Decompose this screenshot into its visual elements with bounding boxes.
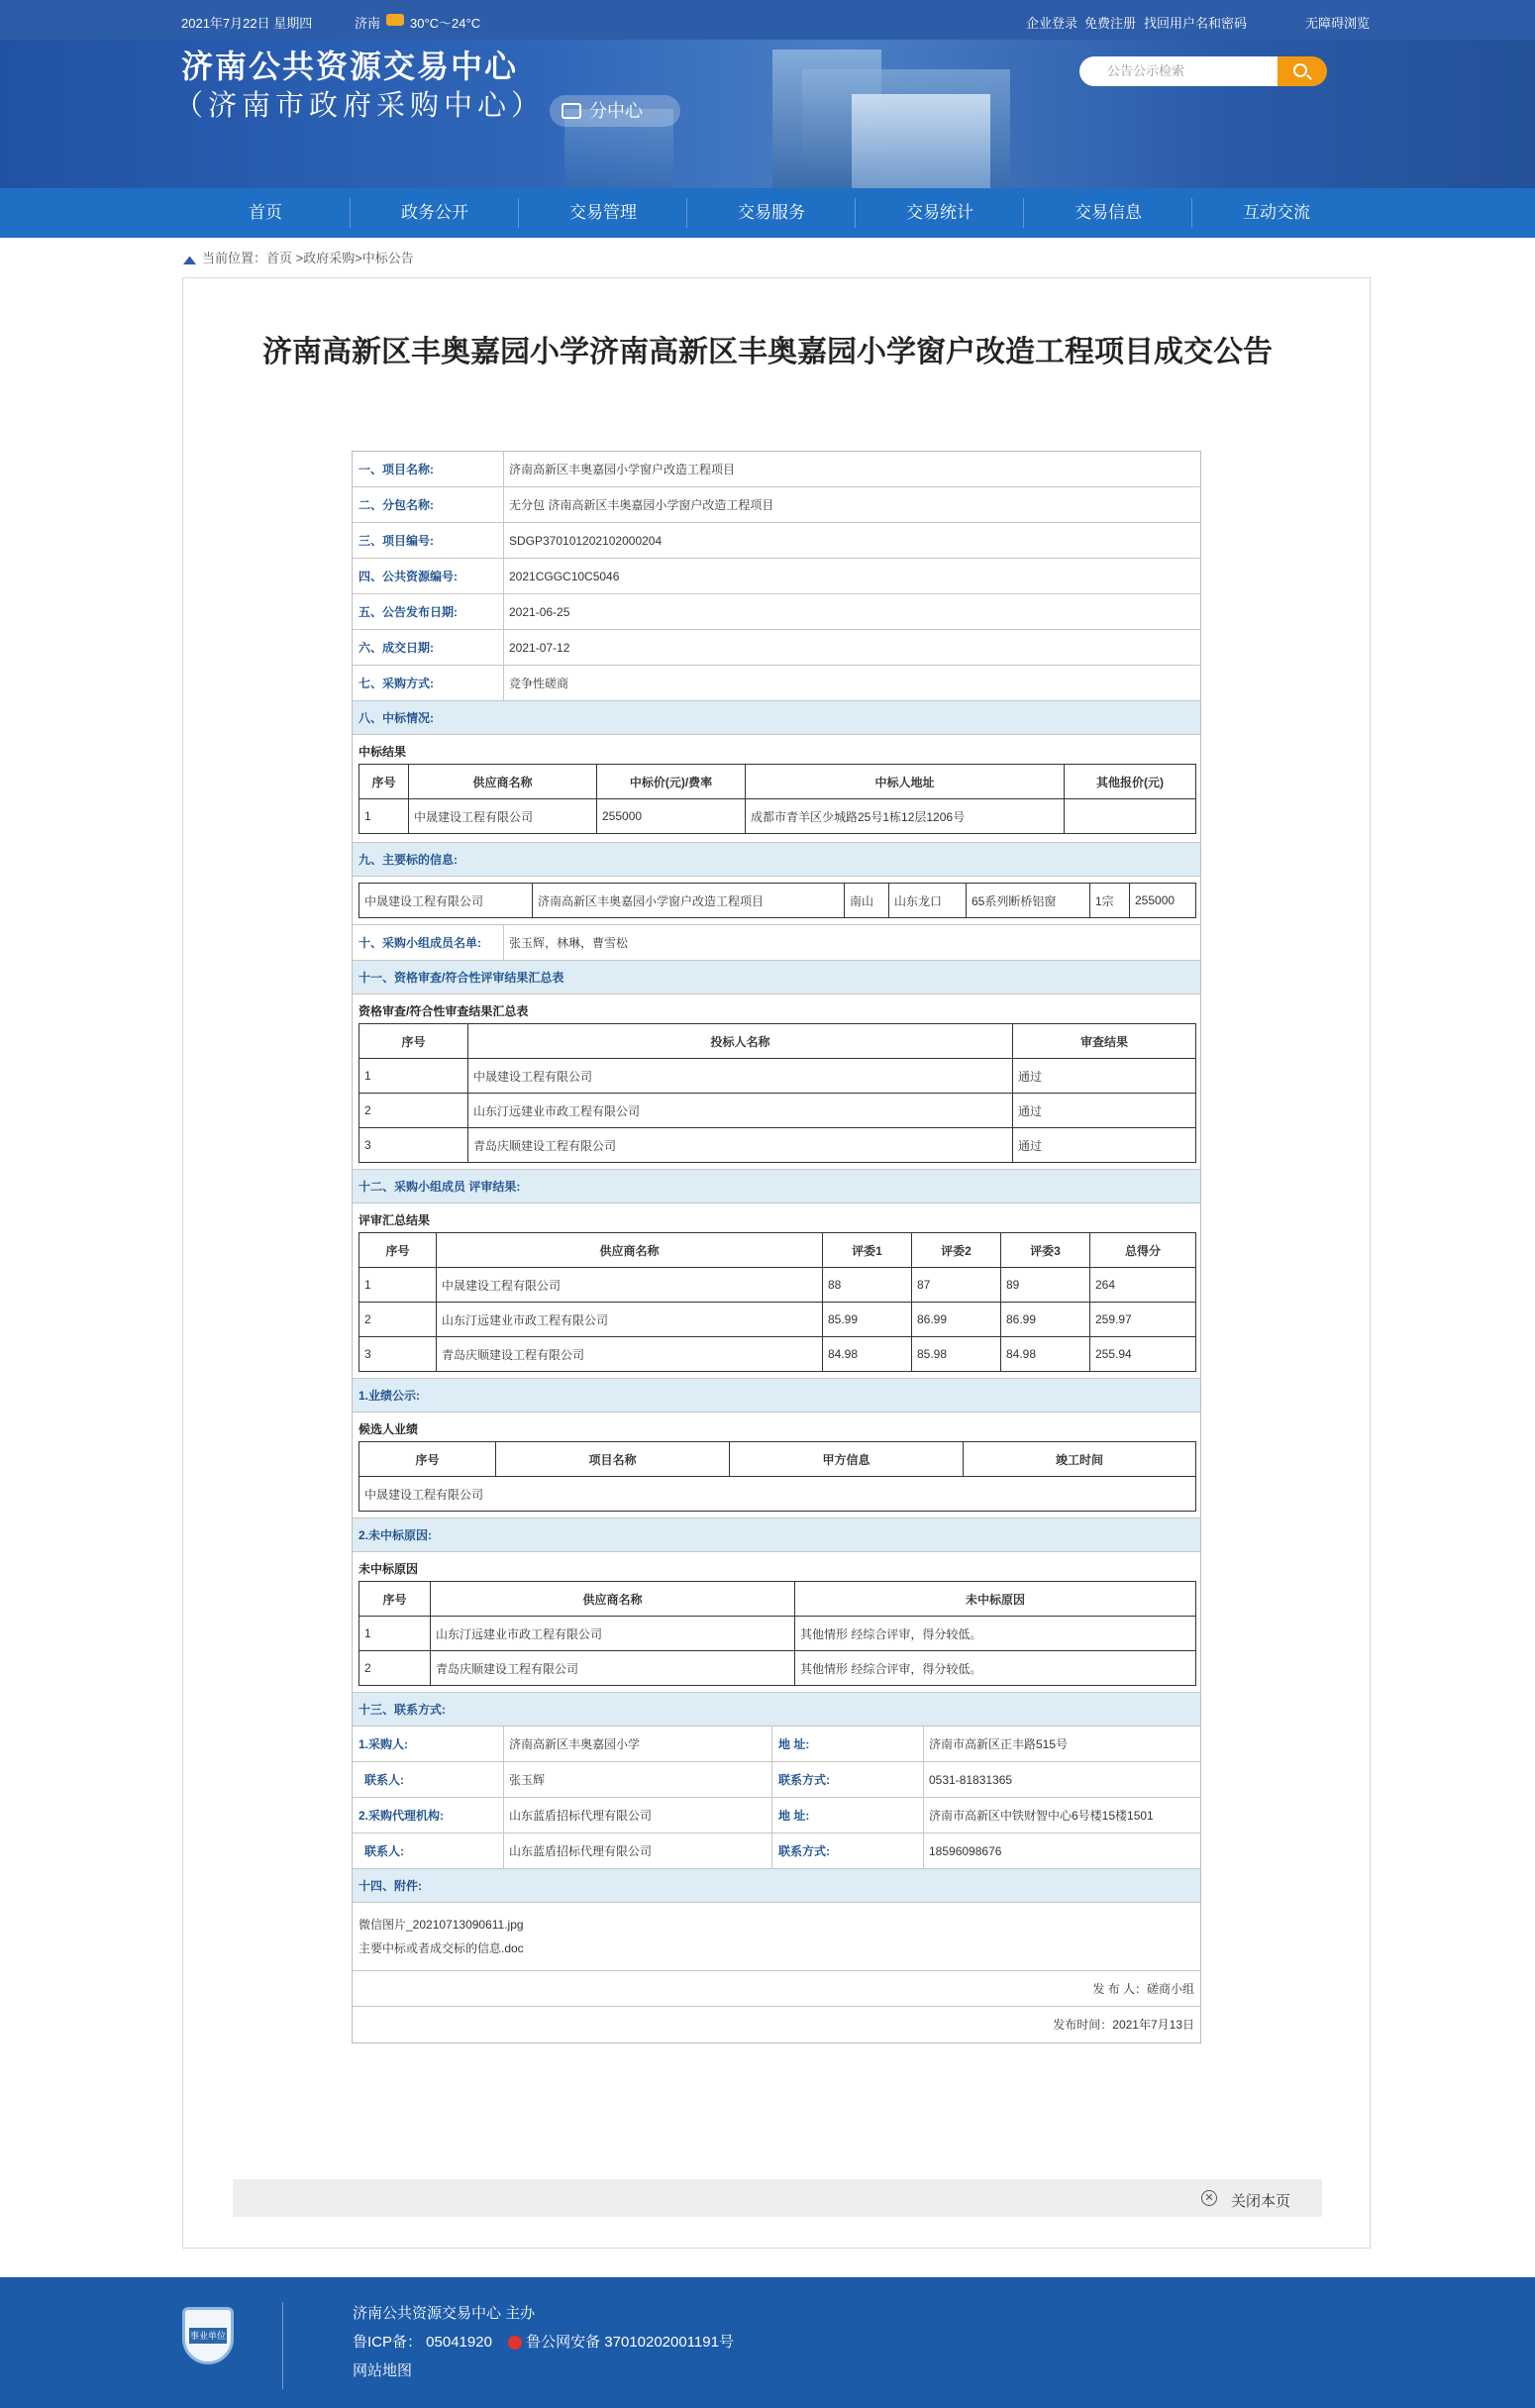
cell: 1 <box>359 1617 431 1651</box>
table-row <box>359 1477 1196 1512</box>
contact-row <box>353 1727 1200 1762</box>
performance-block <box>353 1413 1200 1518</box>
cell: 264 <box>1090 1268 1196 1303</box>
section-header: 2.未中标原因: <box>353 1518 1200 1552</box>
col-header: 甲方信息 <box>730 1442 964 1477</box>
section-header: 八、中标情况: <box>353 701 1200 735</box>
section-header: 九、主要标的信息: <box>353 843 1200 877</box>
table-row <box>359 1617 1196 1651</box>
field-value: 济南市高新区正丰路515号 <box>929 1737 1069 1751</box>
cell <box>1065 799 1196 834</box>
table-header-row <box>359 1024 1196 1059</box>
close-bar <box>233 2179 1322 2217</box>
cell: 山东汀远建业市政工程有限公司 <box>468 1094 1013 1128</box>
cell: 青岛庆顺建设工程有限公司 <box>468 1128 1013 1163</box>
col-header: 序号 <box>359 765 409 799</box>
cell: 中晟建设工程有限公司 <box>468 1059 1013 1094</box>
field-label: 二、分包名称: <box>353 487 504 522</box>
cell: 山东龙口 <box>889 884 967 918</box>
cell: 中晟建设工程有限公司 <box>437 1268 823 1303</box>
field-label: 联系人: <box>353 1833 504 1868</box>
field-value: 18596098676 <box>929 1843 1002 1858</box>
section-header: 十三、联系方式: <box>353 1693 1200 1727</box>
cell: 其他情形 经综合评审，得分较低。 <box>795 1617 1196 1651</box>
field-label: 联系方式: <box>772 1762 924 1797</box>
table-header-row <box>359 1582 1196 1617</box>
review-table <box>358 1232 1196 1372</box>
col-header: 投标人名称 <box>468 1024 1013 1059</box>
footer-host: 济南公共资源交易中心 主办 <box>353 2305 536 2322</box>
field-value: SDGP370101202102000204 <box>509 533 663 548</box>
date-text: 2021年7月22日 星期四 <box>181 16 313 31</box>
info-row <box>353 452 1200 487</box>
main-item-block <box>353 877 1200 925</box>
login-link[interactable]: 企业登录 <box>1026 16 1078 31</box>
field-label: 联系人: <box>353 1762 504 1797</box>
cell: 3 <box>359 1128 468 1163</box>
field-label: 地 址: <box>772 1798 924 1832</box>
icp-text[interactable]: 鲁ICP备： 05041920 <box>353 2334 492 2351</box>
register-link[interactable]: 免费注册 <box>1084 16 1137 31</box>
field-value: 2021-06-25 <box>509 604 570 619</box>
info-row <box>353 925 1200 961</box>
cell: 中晟建设工程有限公司 <box>359 884 533 918</box>
cell: 成都市青羊区少城路25号1栋12层1206号 <box>746 799 1065 834</box>
cell: 84.98 <box>823 1337 912 1372</box>
accessible-link[interactable]: 无障碍浏览 <box>1305 16 1371 31</box>
city-text: 济南 <box>355 16 381 31</box>
cell: 1宗 <box>1090 884 1130 918</box>
cell: 85.98 <box>912 1337 1001 1372</box>
performance-table <box>358 1441 1196 1512</box>
field-value: 山东蓝盾招标代理有限公司 <box>504 1798 772 1832</box>
cell: 1 <box>359 1059 468 1094</box>
attachment-link[interactable]: 微信图片_20210713090611.jpg <box>358 1918 524 1932</box>
cell: 259.97 <box>1090 1303 1196 1337</box>
table-row <box>359 1059 1196 1094</box>
col-header: 序号 <box>359 1442 496 1477</box>
field-label: 地 址: <box>772 1727 924 1761</box>
field-value: 无分包 济南高新区丰奥嘉园小学窗户改造工程项目 <box>509 498 774 512</box>
site-subtitle: （济南市政府采购中心） <box>174 90 546 122</box>
col-header: 审查结果 <box>1013 1024 1196 1059</box>
qualification-table <box>358 1023 1196 1163</box>
nav-home[interactable]: 首页 <box>249 203 282 222</box>
info-row <box>353 666 1200 701</box>
review-block <box>353 1204 1200 1379</box>
hand-icon <box>562 103 581 119</box>
section-header: 十二、采购小组成员 评审结果: <box>353 1170 1200 1204</box>
cell: 86.99 <box>1001 1303 1090 1337</box>
publisher-text: 发 布 人：磋商小组 <box>1092 1982 1194 1996</box>
col-header: 未中标原因 <box>795 1582 1196 1617</box>
col-header: 供应商名称 <box>437 1233 823 1268</box>
col-header: 序号 <box>359 1233 437 1268</box>
close-icon[interactable]: ✕ <box>1201 2190 1217 2206</box>
field-label: 十、采购小组成员名单: <box>353 925 504 960</box>
subsection-title: 资格审查/符合性审查结果汇总表 <box>358 1004 529 1018</box>
cell: 通过 <box>1013 1094 1196 1128</box>
police-text[interactable]: 鲁公网安备 37010202001191号 <box>526 2334 734 2351</box>
field-value: 张玉辉，林琳，曹雪松 <box>509 936 629 950</box>
cell: 2 <box>359 1651 431 1686</box>
cell: 青岛庆顺建设工程有限公司 <box>437 1337 823 1372</box>
search-input[interactable]: 公告公示检索 <box>1079 56 1278 86</box>
field-value: 2021-07-12 <box>509 640 570 655</box>
police-badge-icon <box>508 2336 522 2350</box>
table-row <box>359 1094 1196 1128</box>
search-icon <box>1293 63 1307 77</box>
fail-reason-block <box>353 1552 1200 1693</box>
subsection-title: 候选人业绩 <box>358 1422 419 1436</box>
pubtime-text: 发布时间：2021年7月13日 <box>1053 2018 1194 2032</box>
contact-row <box>353 1833 1200 1869</box>
nav-trade-mgmt[interactable]: 交易管理 <box>569 203 637 222</box>
info-row <box>353 559 1200 594</box>
site-name: 济南公共资源交易中心 <box>181 49 519 84</box>
attachment-link[interactable]: 主要中标或者成交标的信息.doc <box>358 1941 524 1955</box>
cell: 青岛庆顺建设工程有限公司 <box>431 1651 795 1686</box>
section-header: 十一、资格审查/符合性评审结果汇总表 <box>353 961 1200 995</box>
cell: 济南高新区丰奥嘉园小学窗户改造工程项目 <box>533 884 845 918</box>
col-header: 中标价(元)/费率 <box>597 765 746 799</box>
cell: 山东汀远建业市政工程有限公司 <box>437 1303 823 1337</box>
home-icon <box>183 255 196 264</box>
cell: 255000 <box>597 799 746 834</box>
field-label: 七、采购方式: <box>353 666 504 700</box>
table-row <box>359 1337 1196 1372</box>
footer <box>0 2277 1535 2408</box>
building-image <box>852 94 990 188</box>
field-label: 2.采购代理机构: <box>353 1798 504 1832</box>
cell: 通过 <box>1013 1128 1196 1163</box>
section-header: 1.业绩公示: <box>353 1379 1200 1413</box>
cell: 山东汀远建业市政工程有限公司 <box>431 1617 795 1651</box>
fail-reason-table <box>358 1581 1196 1686</box>
col-header: 评委3 <box>1001 1233 1090 1268</box>
col-header: 评委2 <box>912 1233 1001 1268</box>
subsection-title: 未中标原因 <box>358 1562 419 1576</box>
sitemap-link[interactable]: 网站地图 <box>353 2362 413 2379</box>
table-row <box>359 1651 1196 1686</box>
announcement-table <box>352 451 1201 2043</box>
field-label: 四、公共资源编号: <box>353 559 504 593</box>
contact-row <box>353 1798 1200 1833</box>
col-header: 中标人地址 <box>746 765 1065 799</box>
cell: 中晟建设工程有限公司 <box>409 799 597 834</box>
search-button[interactable] <box>1278 56 1327 86</box>
breadcrumb-path[interactable]: 首页 >政府采购>中标公告 <box>266 251 414 265</box>
breadcrumb <box>183 248 414 266</box>
branch-center-button[interactable] <box>550 95 680 127</box>
cell: 1 <box>359 799 409 834</box>
top-bar <box>0 0 1535 40</box>
breadcrumb-prefix: 当前位置： <box>202 251 267 265</box>
field-value: 济南市高新区中铁财智中心6号楼15楼1501 <box>929 1809 1154 1823</box>
emblem-label: 事业单位 <box>189 2328 227 2344</box>
field-value: 山东蓝盾招标代理有限公司 <box>504 1833 772 1868</box>
info-row <box>353 487 1200 523</box>
cell: 3 <box>359 1337 437 1372</box>
cell: 通过 <box>1013 1059 1196 1094</box>
table-row <box>359 1128 1196 1163</box>
cell: 87 <box>912 1268 1001 1303</box>
field-label: 1.采购人: <box>353 1727 504 1761</box>
cell: 1 <box>359 1268 437 1303</box>
cell: 88 <box>823 1268 912 1303</box>
nav-interaction[interactable]: 互动交流 <box>1243 203 1310 222</box>
attachment-list <box>353 1903 1200 1971</box>
field-value: 济南高新区丰奥嘉园小学 <box>504 1727 772 1761</box>
nav-trade-service[interactable]: 交易服务 <box>738 203 805 222</box>
table-row <box>359 884 1196 918</box>
win-result-table <box>358 764 1196 834</box>
main-nav <box>0 188 1535 238</box>
close-page-button[interactable]: 关闭本页 <box>1231 2193 1291 2210</box>
col-header: 总得分 <box>1090 1233 1196 1268</box>
weather-text: 30°C～24°C <box>410 16 481 31</box>
pubtime-row <box>353 2007 1200 2042</box>
cell: 其他情形 经综合评审，得分较低。 <box>795 1651 1196 1686</box>
field-label: 一、项目名称: <box>353 452 504 486</box>
public-institution-emblem[interactable] <box>182 2307 234 2364</box>
cell: 65系列断桥铝窗 <box>967 884 1090 918</box>
field-label: 三、项目编号: <box>353 523 504 558</box>
info-row <box>353 594 1200 630</box>
cell: 255.94 <box>1090 1337 1196 1372</box>
table-header-row <box>359 765 1196 799</box>
field-label: 六、成交日期: <box>353 630 504 665</box>
col-header: 序号 <box>359 1582 431 1617</box>
cell: 中晟建设工程有限公司 <box>359 1477 1196 1512</box>
nav-trade-stats[interactable]: 交易统计 <box>906 203 973 222</box>
field-label: 五、公告发布日期: <box>353 594 504 629</box>
nav-trade-info[interactable]: 交易信息 <box>1074 203 1142 222</box>
col-header: 序号 <box>359 1024 468 1059</box>
cell: 255000 <box>1130 884 1196 918</box>
qualification-block <box>353 995 1200 1170</box>
field-value: 竞争性磋商 <box>509 677 569 690</box>
table-row <box>359 1303 1196 1337</box>
recover-link[interactable]: 找回用户名和密码 <box>1144 16 1248 31</box>
col-header: 供应商名称 <box>409 765 597 799</box>
main-item-table <box>358 883 1196 918</box>
branch-center-label: 分中心 <box>589 101 643 121</box>
field-value: 0531-81831365 <box>929 1772 1013 1787</box>
field-value: 2021CGGC10C5046 <box>509 569 620 583</box>
subsection-title: 评审汇总结果 <box>358 1213 431 1227</box>
col-header: 项目名称 <box>496 1442 730 1477</box>
field-value: 张玉辉 <box>504 1762 772 1797</box>
table-row <box>359 1268 1196 1303</box>
cell: 2 <box>359 1303 437 1337</box>
col-header: 其他报价(元) <box>1065 765 1196 799</box>
cell: 85.99 <box>823 1303 912 1337</box>
nav-gov-affairs[interactable]: 政务公开 <box>401 203 468 222</box>
cell: 86.99 <box>912 1303 1001 1337</box>
info-row <box>353 523 1200 559</box>
page-title: 济南高新区丰奥嘉园小学济南高新区丰奥嘉园小学窗户改造工程项目成交公告 <box>262 336 1273 368</box>
info-row <box>353 630 1200 666</box>
footer-icp-line <box>353 2331 734 2352</box>
table-header-row <box>359 1233 1196 1268</box>
col-header: 评委1 <box>823 1233 912 1268</box>
weather-icon <box>386 14 404 26</box>
cell: 89 <box>1001 1268 1090 1303</box>
footer-divider <box>282 2302 283 2389</box>
table-header-row <box>359 1442 1196 1477</box>
field-label: 联系方式: <box>772 1833 924 1868</box>
cell: 南山 <box>845 884 889 918</box>
subsection-title: 中标结果 <box>358 745 407 759</box>
cell: 2 <box>359 1094 468 1128</box>
cell: 84.98 <box>1001 1337 1090 1372</box>
col-header: 供应商名称 <box>431 1582 795 1617</box>
section-header: 十四、附件: <box>353 1869 1200 1903</box>
col-header: 竣工时间 <box>964 1442 1196 1477</box>
field-value: 济南高新区丰奥嘉园小学窗户改造工程项目 <box>509 463 736 476</box>
table-row <box>359 799 1196 834</box>
win-result-block <box>353 735 1200 843</box>
contact-row <box>353 1762 1200 1798</box>
publisher-row <box>353 1971 1200 2007</box>
